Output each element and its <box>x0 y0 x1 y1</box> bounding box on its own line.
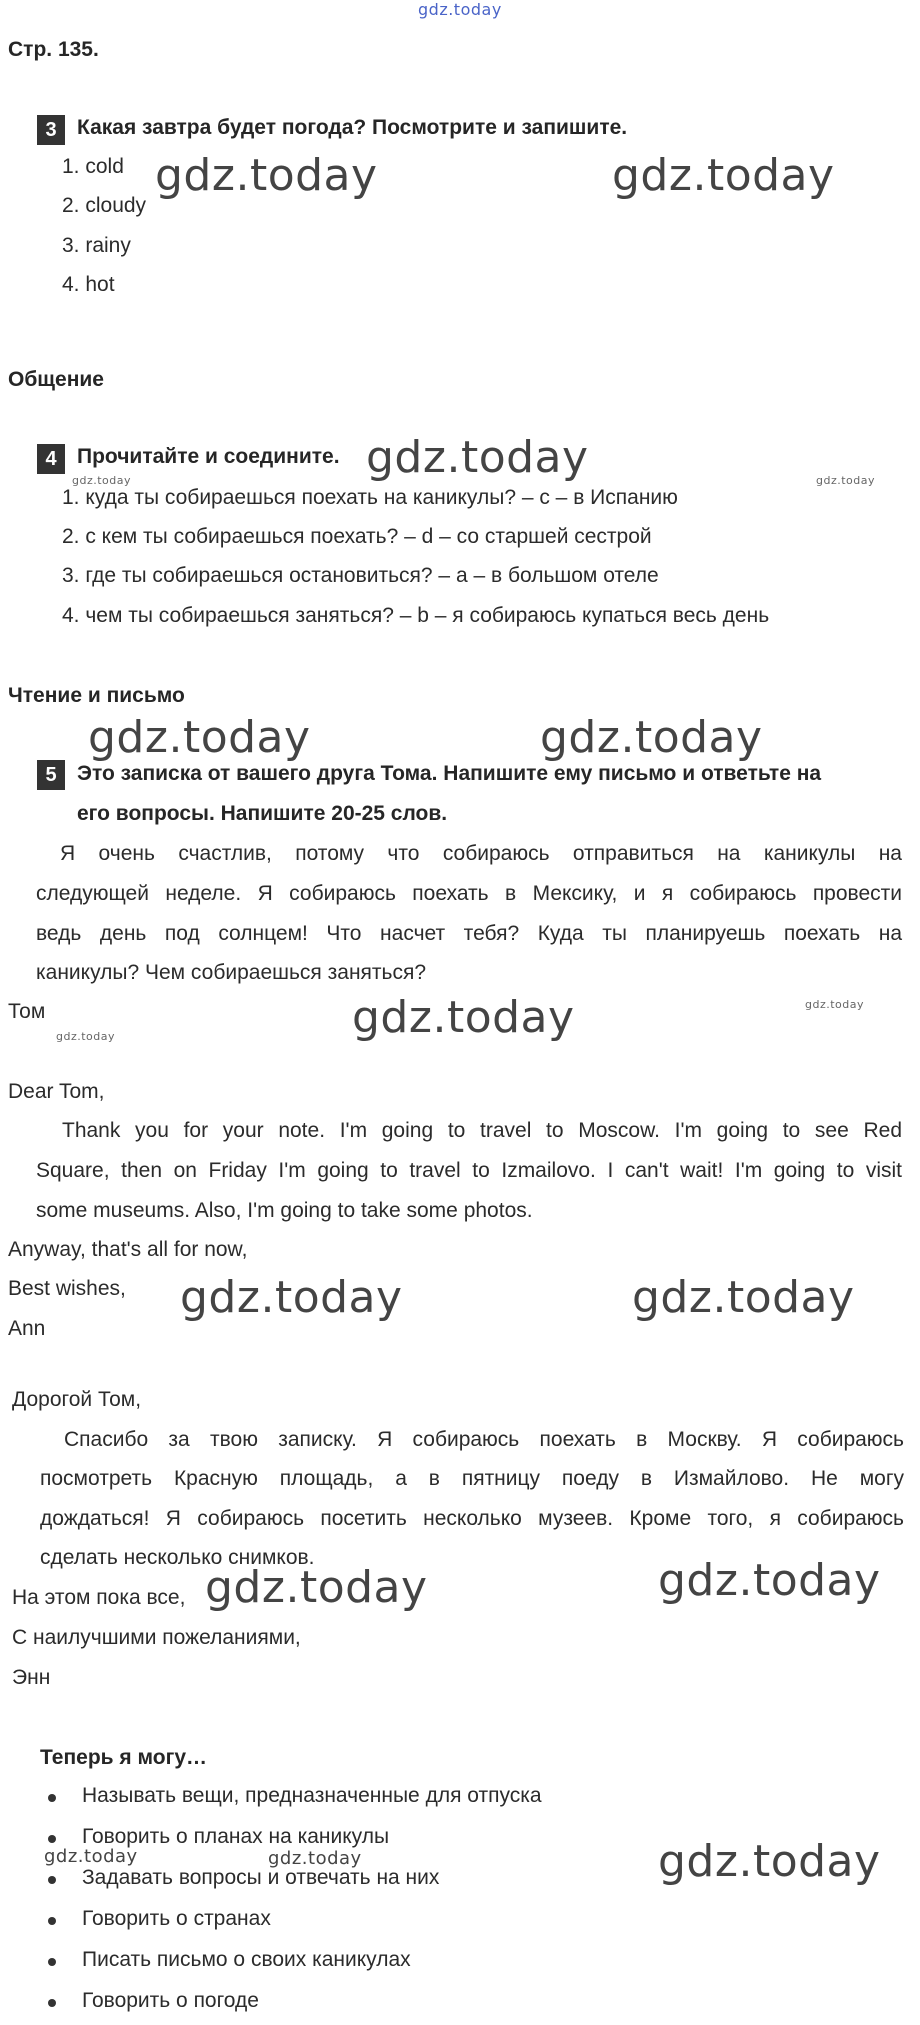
exercise-3-number: 3 <box>37 115 65 145</box>
letter-ru-signature: Энн <box>12 1666 51 1689</box>
can-do-title: Теперь я могу… <box>40 1746 207 1769</box>
watermark: gdz.today <box>72 474 132 487</box>
exercise-3-answer: 2. cloudy <box>62 194 147 217</box>
bullet-icon <box>48 1794 56 1802</box>
can-do-item: Говорить о планах на каникулы <box>82 1825 390 1848</box>
letter-ru-line: посмотреть Красную площадь, а в пятницу поеду в Измайлово. Не могу <box>40 1467 904 1490</box>
exercise-4-answer: 2. с кем ты собираешься поехать? – d – со старшей сестрой <box>62 525 652 548</box>
watermark: gdz.today <box>205 1562 428 1613</box>
page-reference: Стр. 135. <box>8 38 99 61</box>
watermark: gdz.today <box>816 474 876 487</box>
note-line: Я очень счастлив, потому что собираюсь отправиться на каникулы на <box>60 842 902 865</box>
can-do-item: Называть вещи, предназначенные для отпуска <box>82 1784 542 1807</box>
letter-en-signature: Ann <box>8 1317 46 1340</box>
watermark: gdz.today <box>658 1555 881 1606</box>
bullet-icon <box>48 1999 56 2007</box>
watermark: gdz.today <box>540 712 763 763</box>
letter-ru-closing: На этом пока все, <box>12 1586 186 1609</box>
exercise-5-title-continued: его вопросы. Напишите 20-25 слов. <box>77 802 448 825</box>
watermark: gdz.today <box>805 998 865 1011</box>
letter-ru-line: Спасибо за твою записку. Я собираюсь поехать в Москву. Я собираюсь <box>64 1428 904 1451</box>
watermark: gdz.today <box>44 1846 138 1867</box>
exercise-4-title: Прочитайте и соедините. <box>77 445 340 468</box>
letter-en-closing: Anyway, that's all for now, <box>8 1238 248 1261</box>
exercise-4-answer: 3. где ты собираешься остановиться? – a – в большом отеле <box>62 564 659 587</box>
watermark-top: gdz.today <box>418 0 502 19</box>
letter-en-line: Thank you for your note. I'm going to travel to Moscow. I'm going to see Red <box>62 1119 902 1142</box>
note-line: ведь день под солнцем! Что насчет тебя? Куда ты планируешь поехать на <box>36 922 902 945</box>
note-line: следующей неделе. Я собираюсь поехать в Мексику, и я собираюсь провести <box>36 882 902 905</box>
watermark: gdz.today <box>632 1272 855 1323</box>
exercise-3-answer: 4. hot <box>62 273 115 296</box>
letter-en-closing: Best wishes, <box>8 1277 126 1300</box>
bullet-icon <box>48 1835 56 1843</box>
letter-ru-line: дождаться! Я собираюсь посетить несколько музеев. Кроме того, я собираюсь <box>40 1507 904 1530</box>
letter-ru-closing: С наилучшими пожеланиями, <box>12 1626 301 1649</box>
letter-en-line: some museums. Also, I'm going to take some photos. <box>36 1199 533 1222</box>
watermark: gdz.today <box>366 432 589 483</box>
watermark: gdz.today <box>658 1836 881 1887</box>
exercise-3-answer: 1. cold <box>62 155 124 178</box>
can-do-item: Говорить о погоде <box>82 1989 259 2012</box>
exercise-4-answer: 1. куда ты собираешься поехать на каникулы? – c – в Испанию <box>62 486 678 509</box>
watermark: gdz.today <box>612 150 835 201</box>
watermark: gdz.today <box>352 992 575 1043</box>
exercise-4-number: 4 <box>37 444 65 474</box>
letter-ru-greeting: Дорогой Том, <box>12 1388 142 1411</box>
watermark: gdz.today <box>180 1272 403 1323</box>
section-heading-communication: Общение <box>8 368 104 391</box>
can-do-item: Писать письмо о своих каникулах <box>82 1948 411 1971</box>
section-heading-reading-writing: Чтение и письмо <box>8 684 185 707</box>
watermark: gdz.today <box>88 712 311 763</box>
can-do-item: Говорить о странах <box>82 1907 271 1930</box>
exercise-4-answer: 4. чем ты собираешься заняться? – b – я собираюсь купаться весь день <box>62 604 770 627</box>
letter-en-greeting: Dear Tom, <box>8 1080 105 1103</box>
exercise-5-title: Это записка от вашего друга Тома. Напишите ему письмо и ответьте на <box>77 762 822 785</box>
watermark: gdz.today <box>268 1848 362 1869</box>
bullet-icon <box>48 1917 56 1925</box>
letter-en-line: Square, then on Friday I'm going to travel to Izmailovo. I can't wait! I'm going to visit <box>36 1159 902 1182</box>
watermark: gdz.today <box>155 150 378 201</box>
can-do-item: Задавать вопросы и отвечать на них <box>82 1866 440 1889</box>
watermark: gdz.today <box>56 1030 116 1043</box>
bullet-icon <box>48 1876 56 1884</box>
note-line: каникулы? Чем собираешься заняться? <box>36 961 427 984</box>
exercise-5-number: 5 <box>37 760 65 790</box>
letter-ru-line: сделать несколько снимков. <box>40 1546 315 1569</box>
exercise-3-title: Какая завтра будет погода? Посмотрите и запишите. <box>77 116 628 139</box>
note-signature: Том <box>8 1000 46 1023</box>
exercise-3-answer: 3. rainy <box>62 234 131 257</box>
bullet-icon <box>48 1958 56 1966</box>
